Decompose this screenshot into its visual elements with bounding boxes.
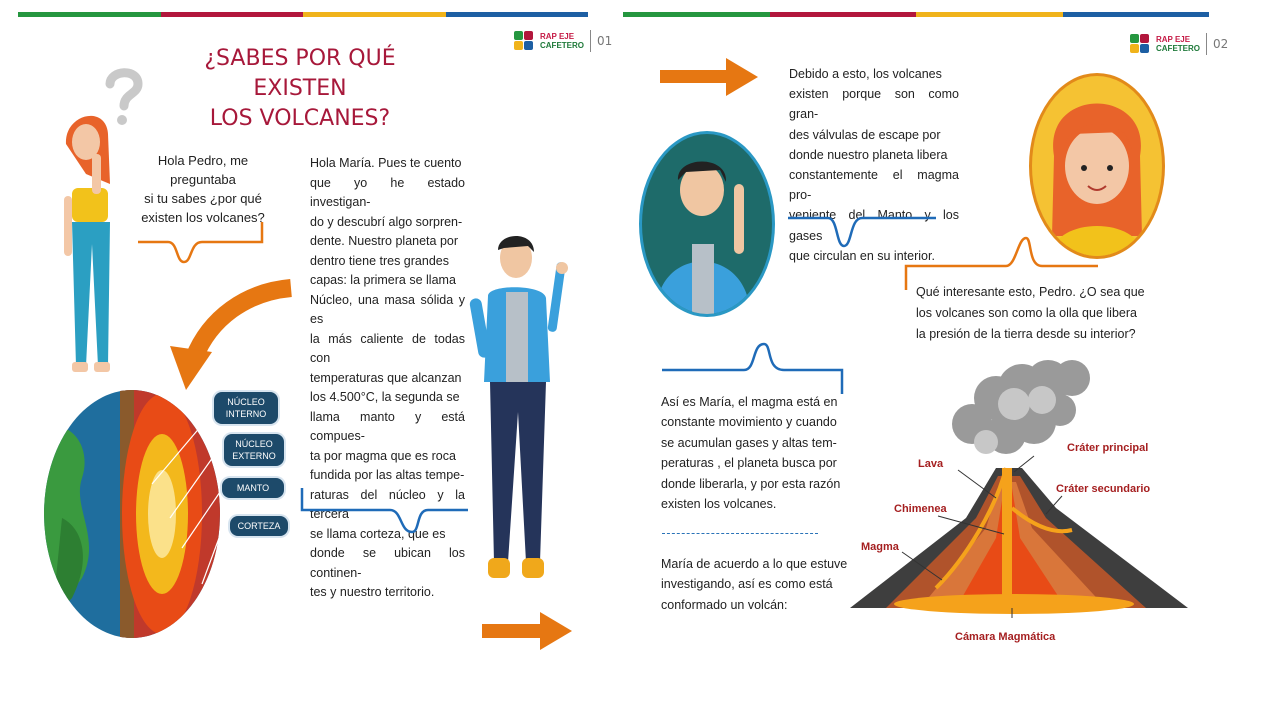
logo-mark-icon	[514, 31, 534, 51]
bar-green	[623, 12, 770, 17]
label-manto: MANTO	[222, 478, 284, 498]
maria-question-text: Qué interesante esto, Pedro. ¿O sea que los volcanes son como la olla que libera la presión de la tierra desde su interior?	[916, 285, 1145, 341]
logo-text: RAP EJE CAFETERO	[540, 32, 584, 50]
pedro-text-1: Debido a esto, los volcanes existen porque son como gran- des válvulas de escape por donde nuestro planeta libera constantemente el magma pro- veniente del Manto y los gases que circulan en su interior.	[789, 67, 959, 263]
bar-yellow	[303, 12, 446, 17]
page-title: ¿SABES POR QUÉ EXISTEN LOS VOLCANES?	[204, 46, 396, 131]
logo-separator	[590, 30, 591, 52]
arrow-right-icon[interactable]	[482, 612, 572, 650]
earth-layers-diagram	[42, 388, 222, 640]
bar-blue	[1063, 12, 1210, 17]
bar-blue	[446, 12, 589, 17]
label-lava: Lava	[918, 458, 944, 470]
maria-avatar-icon	[1032, 76, 1162, 256]
page-number: 01	[597, 34, 613, 48]
label-camara-magmatica: Cámara Magmática	[955, 631, 1056, 643]
logo-separator	[1206, 33, 1207, 55]
arrow-right-icon	[660, 58, 758, 96]
bar-red	[770, 12, 917, 17]
color-bar	[623, 12, 1209, 17]
dashed-divider	[662, 533, 818, 534]
bar-red	[161, 12, 304, 17]
page-02	[610, 0, 1280, 720]
logo-mark-icon	[1130, 34, 1150, 54]
label-chimenea: Chimenea	[894, 503, 947, 515]
logo	[514, 30, 612, 52]
bar-green	[18, 12, 161, 17]
pedro-bubble-tail	[300, 488, 470, 538]
maria-bubble-tail	[138, 222, 268, 266]
maria-figure	[56, 104, 126, 384]
logo-text: RAP EJE CAFETERO	[1156, 35, 1200, 53]
pedro-bubble-border-2	[660, 340, 846, 396]
maria-portrait	[1032, 76, 1162, 256]
label-nucleo-externo: NÚCLEO EXTERNO	[224, 434, 284, 466]
pedro-figure	[468, 232, 578, 594]
label-crater-secundario: Cráter secundario	[1056, 483, 1151, 495]
bar-yellow	[916, 12, 1063, 17]
page-number: 02	[1213, 37, 1229, 51]
logo	[1130, 33, 1228, 55]
curved-arrow-icon	[166, 278, 296, 398]
label-corteza: CORTEZA	[230, 516, 288, 536]
label-crater-principal: Cráter principal	[1067, 442, 1149, 454]
pedro-avatar-icon	[642, 134, 772, 314]
color-bar	[18, 12, 588, 17]
pedro-text-3: María de acuerdo a lo que estuve investigando, así es como está conformado un volcán:	[661, 557, 848, 612]
label-nucleo-interno: NÚCLEO INTERNO	[214, 392, 278, 424]
pedro-text-2: Así es María, el magma está en constante movimiento y cuando se acumulan gases y altas tem- peraturas , el planeta busca por donde liberarla, y por esta razón existen los volcanes.	[661, 395, 841, 512]
pedro-explanation-text: Hola María. Pues te cuento que yo he estado investigan- do y descubrí algo sorpren- dente. Nuestro planeta por dentro tiene tres grandes capas: la primera se llama Núcleo, una masa sólida y es la más caliente de todas con temperaturas que alcanzan los 4.500°C, la segunda se llama manto y está compues- ta por magma que es roca fundida por las altas tempe- raturas del núcleo y la tercera se llama corteza, que es donde se ubican los continen- tes y nuestro territorio.	[310, 156, 465, 599]
maria-speech-bubble: Hola Pedro, me preguntaba si tu sabes ¿por qué existen los volcanes?	[141, 153, 265, 225]
page-01	[0, 0, 613, 720]
label-magma: Magma	[861, 541, 899, 553]
pedro-portrait	[642, 134, 772, 314]
